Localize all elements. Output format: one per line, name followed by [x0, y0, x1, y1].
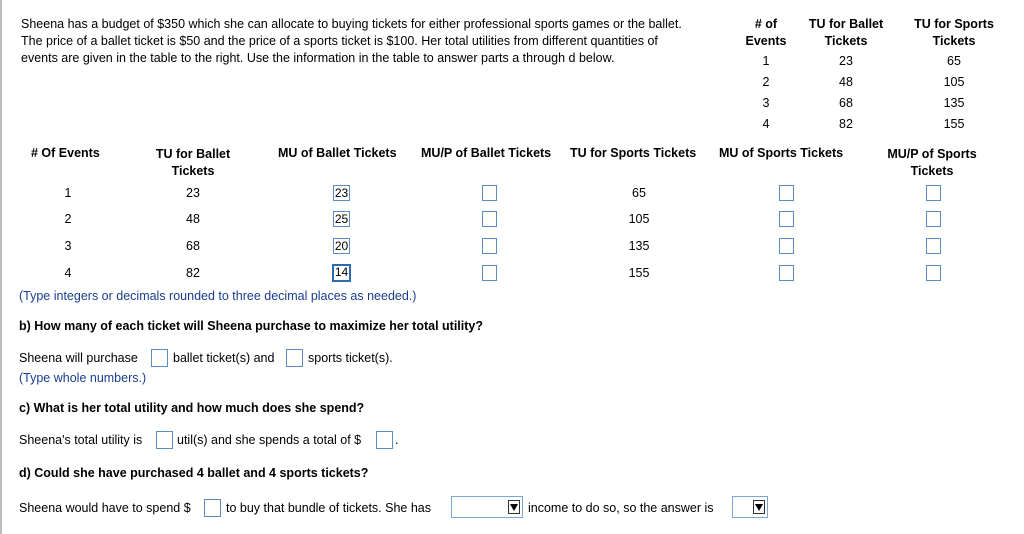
income-sufficiency-dropdown[interactable] — [451, 496, 523, 518]
given-ballet-3: 68 — [839, 96, 853, 110]
part-b-question: b) How many of each ticket will Sheena purchase to maximize her total utility? — [19, 319, 483, 333]
given-sports-1: 65 — [947, 54, 961, 68]
part-d-mid: to buy that bundle of tickets. She has — [226, 501, 431, 515]
sports-tickets-input[interactable] — [286, 349, 303, 367]
part-b-mid: ballet ticket(s) and — [173, 351, 275, 365]
given-ballet-1: 23 — [839, 54, 853, 68]
header-mup-ballet: MU/P of Ballet Tickets — [421, 146, 552, 160]
header-mu-sports: MU of Sports Tickets — [719, 146, 844, 160]
row3-tu-sports: 135 — [628, 239, 650, 253]
header-events: # Of Events — [31, 146, 100, 160]
dropdown-arrow-icon[interactable] — [508, 500, 520, 514]
problem-intro — [21, 16, 682, 67]
row1-mu-ballet-input[interactable]: 23 — [334, 186, 349, 200]
left-border — [0, 0, 2, 534]
dropdown-arrow-icon[interactable] — [753, 500, 765, 514]
row3-tu-ballet: 68 — [186, 239, 200, 253]
row3-mu-ballet-input[interactable]: 20 — [334, 239, 349, 253]
given-events-1: 1 — [762, 54, 770, 68]
given-ballet-2: 48 — [839, 75, 853, 89]
row1-mup-ballet-input[interactable] — [482, 185, 497, 201]
given-header-tu-ballet: TU for Ballet Tickets — [808, 17, 884, 48]
given-sports-4: 155 — [943, 117, 965, 131]
whole-numbers-hint: (Type whole numbers.) — [19, 371, 147, 385]
row4-mup-sports-input[interactable] — [926, 265, 941, 281]
row2-mu-sports-input[interactable] — [779, 211, 794, 227]
part-c-prefix: Sheena's total utility is — [19, 433, 143, 447]
row4-tu-ballet: 82 — [186, 266, 200, 280]
row2-mu-ballet-input[interactable]: 25 — [334, 212, 349, 226]
ballet-tickets-input[interactable] — [151, 349, 168, 367]
row1-tu-ballet: 23 — [186, 186, 200, 200]
row2-tu-ballet: 48 — [186, 212, 200, 226]
row4-tu-sports: 155 — [628, 266, 650, 280]
given-events-4: 4 — [762, 117, 770, 131]
row3-mup-ballet-input[interactable] — [482, 238, 497, 254]
part-b-prefix: Sheena will purchase — [19, 351, 138, 365]
given-ballet-4: 82 — [839, 117, 853, 131]
given-events-3: 3 — [762, 96, 770, 110]
row3-mup-sports-input[interactable] — [926, 238, 941, 254]
row2-mup-sports-input[interactable] — [926, 211, 941, 227]
header-mu-ballet: MU of Ballet Tickets — [278, 146, 397, 160]
row4-mu-ballet-input[interactable]: 14 — [332, 264, 351, 282]
given-header-events: # of Events — [745, 17, 787, 48]
row4-events: 4 — [64, 266, 72, 280]
given-sports-2: 105 — [943, 75, 965, 89]
row3-mu-sports-input[interactable] — [779, 238, 794, 254]
given-events-2: 2 — [762, 75, 770, 89]
row4-mu-sports-input[interactable] — [779, 265, 794, 281]
part-d-mid2: income to do so, so the answer is — [528, 501, 714, 515]
given-sports-3: 135 — [943, 96, 965, 110]
row4-mup-ballet-input[interactable] — [482, 265, 497, 281]
row1-tu-sports: 65 — [632, 186, 646, 200]
header-mup-sports: MU/P of Sports Tickets — [887, 147, 977, 178]
rounding-hint: (Type integers or decimals rounded to three decimal places as needed.) — [19, 289, 417, 303]
intro-line-2: The price of a ballet ticket is $50 and the price of a sports ticket is $100. Her total utilities from different quantities of — [21, 34, 658, 48]
part-c-question: c) What is her total utility and how much does she spend? — [19, 401, 365, 415]
row1-mu-sports-input[interactable] — [779, 185, 794, 201]
row1-mup-sports-input[interactable] — [926, 185, 941, 201]
given-header-tu-sports: TU for Sports Tickets — [914, 17, 994, 48]
bundle-cost-input[interactable] — [204, 499, 221, 517]
answer-dropdown[interactable] — [732, 496, 768, 518]
row3-events: 3 — [64, 239, 72, 253]
row2-tu-sports: 105 — [628, 212, 650, 226]
total-spend-input[interactable] — [376, 431, 393, 449]
row2-events: 2 — [64, 212, 72, 226]
part-b-suffix: sports ticket(s). — [308, 351, 393, 365]
part-d-prefix: Sheena would have to spend $ — [19, 501, 191, 515]
row1-events: 1 — [64, 186, 72, 200]
part-c-mid: util(s) and she spends a total of $ — [177, 433, 362, 447]
header-tu-sports: TU for Sports Tickets — [570, 146, 697, 160]
part-d-question: d) Could she have purchased 4 ballet and 4 sports tickets? — [19, 466, 369, 480]
intro-line-3: events are given in the table to the right. Use the information in the table to answer parts a through d below. — [21, 51, 615, 65]
header-tu-ballet: TU for Ballet Tickets — [155, 147, 231, 178]
row2-mup-ballet-input[interactable] — [482, 211, 497, 227]
intro-line-1: Sheena has a budget of $350 which she can allocate to buying tickets for either professional sports games or the ballet. — [21, 17, 682, 31]
total-utility-input[interactable] — [156, 431, 173, 449]
part-c-suffix: . — [395, 433, 399, 447]
